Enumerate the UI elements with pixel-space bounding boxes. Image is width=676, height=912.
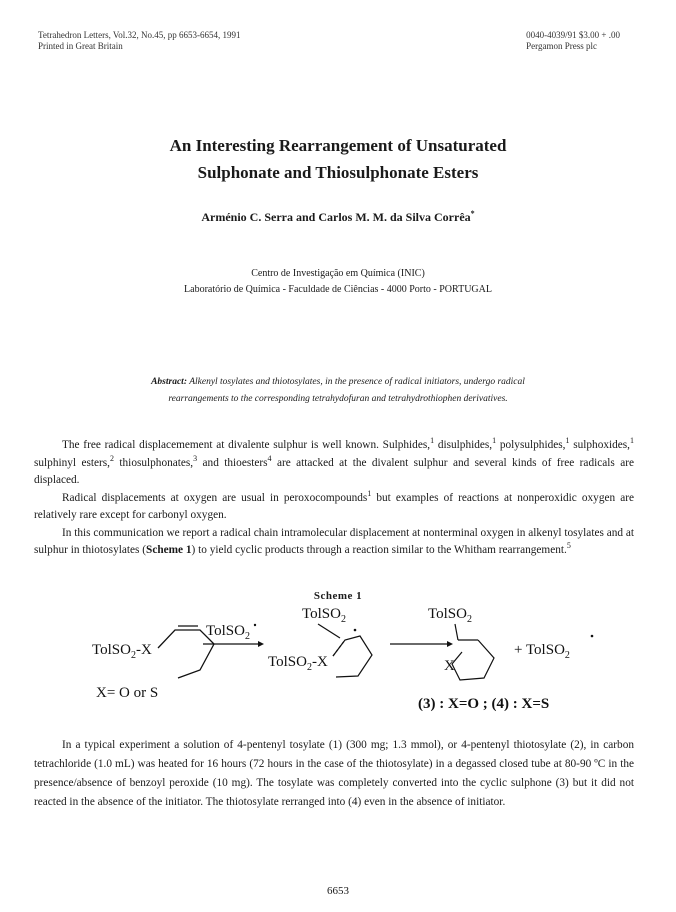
title-line-1: An Interesting Rearrangement of Unsaturated	[169, 136, 507, 155]
product-structure	[428, 606, 494, 680]
product-x: X	[444, 658, 455, 674]
corresponding-author-mark: *	[470, 209, 475, 218]
paragraph-1: The free radical displacemement at divalente sulphur is well known. Sulphides,$^1$ disulphides,$^1$ polysulphides,$^1$ sulphoxides,$^1$ sulphinyl esters,$^2$ thiosulphonates,$^3$ and thioesters$^4$ are attacked at the divalent sulphur and several kinds of free radicals are displaced.	[34, 436, 635, 486]
paper-title	[0, 132, 676, 186]
reactant-structure	[92, 626, 214, 678]
paragraph-4: In a typical experiment a solution of 4-pentenyl tosylate (1) (300 mg; 1.3 mmol), or 4-pentenyl thiotosylate (2), in carbon tetrachloride (1.0 mL) was heated for 16 hours (72 hours in the case of the thiotosylate) in a degassed closed tube at 80-90 ºC in the presence/absence of benzoyl peroxide (10 mg). The tosylate was completely converted into the cyclic sulphone (3) but it did not reacted in the absence of the initiator. The thiotosylate rerranged into (4) even in the absence of initiator.	[34, 739, 634, 808]
affiliation-line-1: Centro de Investigação em Química (INIC)	[251, 268, 425, 279]
journal-citation: Tetrahedron Letters, Vol.32, No.45, pp 6653-6654, 1991	[38, 30, 241, 40]
abstract	[100, 374, 576, 408]
journal-header	[38, 30, 241, 52]
abstract-label: Abstract:	[151, 377, 187, 387]
reaction-scheme	[0, 600, 676, 720]
paragraph-2: Radical displacements at oxygen are usual in peroxocompounds$^1$ but examples of reactions at nonperoxidic oxygen are relatively rare except for carbonyl oxygen.	[34, 488, 634, 521]
reagent-tolso2-radical: TolSO$_2$	[206, 623, 250, 642]
body-experimental	[34, 736, 634, 812]
intermediate-tolso2-x: TolSO$_2$-X	[268, 654, 328, 673]
byproduct-tolso2: + TolSO$_2$	[514, 642, 570, 661]
x-definition: X= O or S	[96, 685, 159, 701]
intermediate-tolso2-top: TolSO$_2$	[302, 606, 346, 625]
paragraph-3: In this communication we report a radical chain intramolecular displacement at nonterminal oxygen in alkenyl tosylates and at sulphur in thiotosylates (Scheme 1) to yield cyclic products through a reaction similar to the Whitham rearrangement.$^5$	[34, 526, 634, 556]
authors: Arménio C. Serra and Carlos M. M. da Silva Corrêa	[201, 210, 471, 224]
publisher-name: Pergamon Press plc	[526, 41, 597, 51]
product-labels: (3) : X=O ; (4) : X=S	[418, 696, 550, 712]
arrow-1	[203, 623, 264, 647]
affiliation	[0, 266, 676, 298]
title-line-2: Sulphonate and Thiosulphonate Esters	[197, 163, 479, 182]
scheme-label: Scheme 1	[313, 590, 363, 602]
publisher-header	[526, 30, 620, 52]
author-line	[0, 210, 676, 225]
printed-location: Printed in Great Britain	[38, 41, 123, 51]
abstract-line-2: rearrangements to the corresponding tetrahydofuran and tetrahydrothiophen derivatives.	[168, 394, 508, 404]
abstract-line-1: Alkenyl tosylates and thiotosylates, in the presence of radical initiators, undergo radical	[186, 377, 525, 387]
affiliation-line-2: Laboratório de Química - Faculdade de Ciências - 4000 Porto - PORTUGAL	[184, 284, 492, 295]
body-intro	[34, 437, 634, 560]
page-number: 6653	[327, 885, 349, 897]
price-code: 0040-4039/91 $3.00 + .00	[526, 30, 620, 40]
reactant-tolso2: TolSO$_2$-X	[92, 642, 152, 661]
intermediate-structure	[268, 606, 372, 677]
product-tolso2: TolSO$_2$	[428, 606, 472, 625]
arrow-2	[390, 641, 453, 647]
